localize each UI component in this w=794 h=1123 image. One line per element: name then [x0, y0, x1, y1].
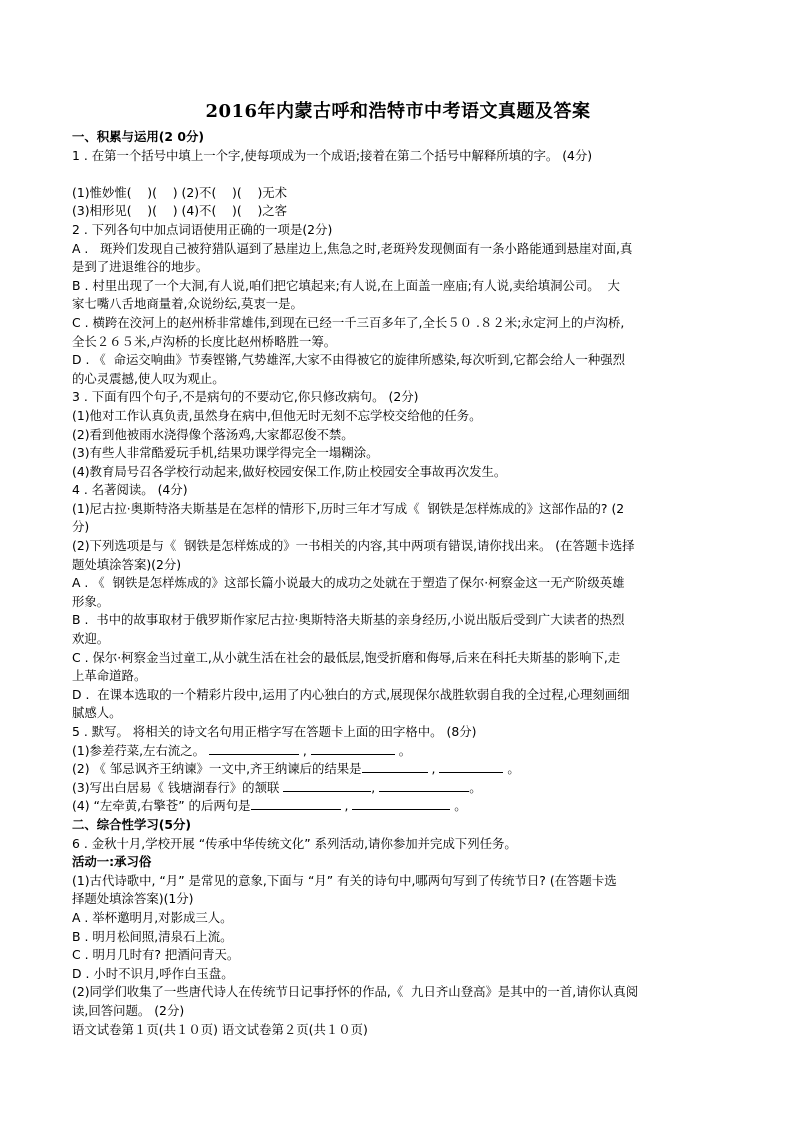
question-6-stem: 6 . 金秋十月,学校开展 “传承中华传统文化” 系列活动,请你参加并完成下列任务。	[72, 835, 517, 851]
option-text: 家七嘴八舌地商量着,众说纷纭,莫衷一是。	[72, 296, 303, 312]
fill-item	[72, 779, 724, 798]
subquestion-text: (2)下列选项是与《 钢铁是怎样炼成的》一书相关的内容,其中两项有错误,请你找出来。 (在答题卡选择	[72, 538, 635, 554]
activity-heading: 活动一:承习俗	[72, 854, 152, 870]
fill-item-text: (1)参差荇菜,左右流之。	[72, 742, 206, 758]
option-text: 欢迎。	[72, 631, 110, 647]
exam-page	[72, 100, 724, 1039]
fill-item	[72, 760, 724, 779]
question-1-row: (3)相形见( )( ) (4)不( )( )之客	[72, 203, 288, 219]
fill-item	[72, 742, 724, 761]
question-1-row: (1)惟妙惟( )( ) (2)不( )( )无术	[72, 184, 288, 200]
option-text: C . 明月几时有? 把酒问青天。	[72, 947, 240, 963]
subquestion-text: 择题处填涂答案)(1分)	[72, 891, 194, 907]
punct: 。	[394, 742, 412, 758]
question-1-stem: 1 . 在第一个括号中填上一个字,使每项成为一个成语;接着在第二个括号中解释所填的字。 (4分)	[72, 147, 593, 163]
option-text: 的心灵震撼,使人叹为观止。	[72, 370, 225, 386]
answer-blank	[379, 779, 469, 792]
subquestion-text: (1)尼古拉·奥斯特洛夫斯基是在怎样的情形下,历时三年才写成《 钢铁是怎样炼成的》这部作品的? (2	[72, 500, 625, 516]
punct: 。	[450, 798, 467, 814]
answer-blank	[251, 797, 341, 810]
option-text: 全长２６５米,卢沟桥的长度比赵州桥略胜一筹。	[72, 333, 337, 349]
punct: ,	[371, 779, 380, 795]
fill-item-text: (4) “左牵黄,右擎苍” 的后两句是	[72, 798, 251, 814]
subquestion-text: 题处填涂答案)(2分)	[72, 556, 182, 572]
spacer	[72, 165, 724, 184]
question-4-stem: 4 . 名著阅读。 (4分)	[72, 482, 188, 498]
page-footer: 语文试卷第１页(共１０页) 语文试卷第２页(共１０页)	[72, 1021, 368, 1037]
subquestion-text: 分)	[72, 519, 90, 535]
option-text: C . 保尔·柯察金当过童工,从小就生活在社会的最低层,饱受折磨和侮辱,后来在科托夫斯基的影响下,走	[72, 649, 621, 665]
option-text: C . 横跨在洨河上的赵州桥非常雄伟,到现在已经一千三百多年了,全长５０ .８２米;永定河上的卢沟桥,	[72, 314, 625, 330]
option-text: B . 明月松间照,清泉石上流。	[72, 928, 233, 944]
punct: 。	[469, 779, 482, 795]
question-3-stem: 3 . 下面有四个句子,不是病句的不要动它,你只修改病句。 (2分)	[72, 389, 419, 405]
fill-item-text: (2) 《 邹忌讽齐王纳谏》一文中,齐王纳谏后的结果是	[72, 761, 362, 777]
answer-blank	[362, 760, 428, 773]
option-text: A . 举杯邀明月,对影成三人。	[72, 909, 233, 925]
fill-item	[72, 797, 724, 816]
option-text: 是到了进退维谷的地步。	[72, 259, 209, 275]
punct: ,	[340, 798, 353, 814]
fill-item-text: (3)写出白居易《 钱塘湖春行》的颔联	[72, 779, 284, 795]
option-text: 形象。	[72, 593, 110, 609]
option-text: A . 斑羚们发现自己被狩猎队逼到了悬崖边上,焦急之时,老斑羚发现侧面有一条小路能通到悬崖对面,真	[72, 240, 633, 256]
option-text: A . 《 钢铁是怎样炼成的》这部长篇小说最大的成功之处就在于塑造了保尔·柯察金这一无产阶级英雄	[72, 575, 625, 591]
sentence-text: (3)有些人非常酷爱玩手机,结果功课学得完全一塌糊涂。	[72, 445, 379, 461]
subquestion-text: (2)同学们收集了一些唐代诗人在传统节日记事抒怀的作品,《 九日齐山登高》是其中的一首,请你认真阅	[72, 984, 639, 1000]
option-text: 腻感人。	[72, 705, 122, 721]
option-text: D . 《 命运交响曲》节奏铿锵,气势雄浑,大家不由得被它的旋律所感染,每次听到,它都会给人一种强烈	[72, 352, 626, 368]
option-text: 上革命道路。	[72, 668, 147, 684]
answer-blank	[352, 797, 450, 810]
answer-blank	[283, 779, 371, 792]
punct: ,	[298, 742, 311, 758]
option-text: B . 书中的故事取材于俄罗斯作家尼古拉·奥斯特洛夫斯基的亲身经历,小说出版后受到广大读者的热烈	[72, 612, 625, 628]
answer-blank	[209, 742, 299, 755]
section-heading-1: 一、积累与运用(2 0分)	[72, 129, 205, 144]
question-2-stem: 2 . 下列各句中加点词语使用正确的一项是(2分)	[72, 221, 333, 237]
sentence-text: (1)他对工作认真负责,虽然身在病中,但他无时无刻不忘学校交给他的任务。	[72, 407, 482, 423]
subquestion-text: 读,回答问题。 (2分)	[72, 1002, 185, 1018]
page-title: 2016年内蒙古呼和浩特市中考语文真题及答案	[205, 101, 591, 122]
sentence-text: (2)看到他被雨水浇得像个落汤鸡,大家都忍俊不禁。	[72, 426, 354, 442]
option-text: B . 村里出现了一个大洞,有人说,咱们把它填起来;有人说,在上面盖一座庙;有人说,卖给填洞公司。 大	[72, 277, 620, 293]
punct: 。	[503, 761, 520, 777]
punct: ,	[427, 761, 440, 777]
option-text: D . 小时不识月,呼作白玉盘。	[72, 965, 234, 981]
subquestion-text: (1)古代诗歌中, “月” 是常见的意象,下面与 “月” 有关的诗句中,哪两句写到了传统节日? (在答题卡选	[72, 872, 617, 888]
option-text: D . 在课本选取的一个精彩片段中,运用了内心独白的方式,展现保尔战胜软弱自我的全过程,心理刻画细	[72, 686, 630, 702]
question-5-stem: 5 . 默写。 将相关的诗文名句用正楷字写在答题卡上面的田字格中。 (8分)	[72, 724, 477, 739]
section-heading-2: 二、综合性学习(5分)	[72, 816, 192, 832]
answer-blank	[311, 742, 395, 755]
answer-blank	[439, 760, 503, 773]
sentence-text: (4)教育局号召各学校行动起来,做好校园安保工作,防止校园安全事故再次发生。	[72, 463, 507, 479]
